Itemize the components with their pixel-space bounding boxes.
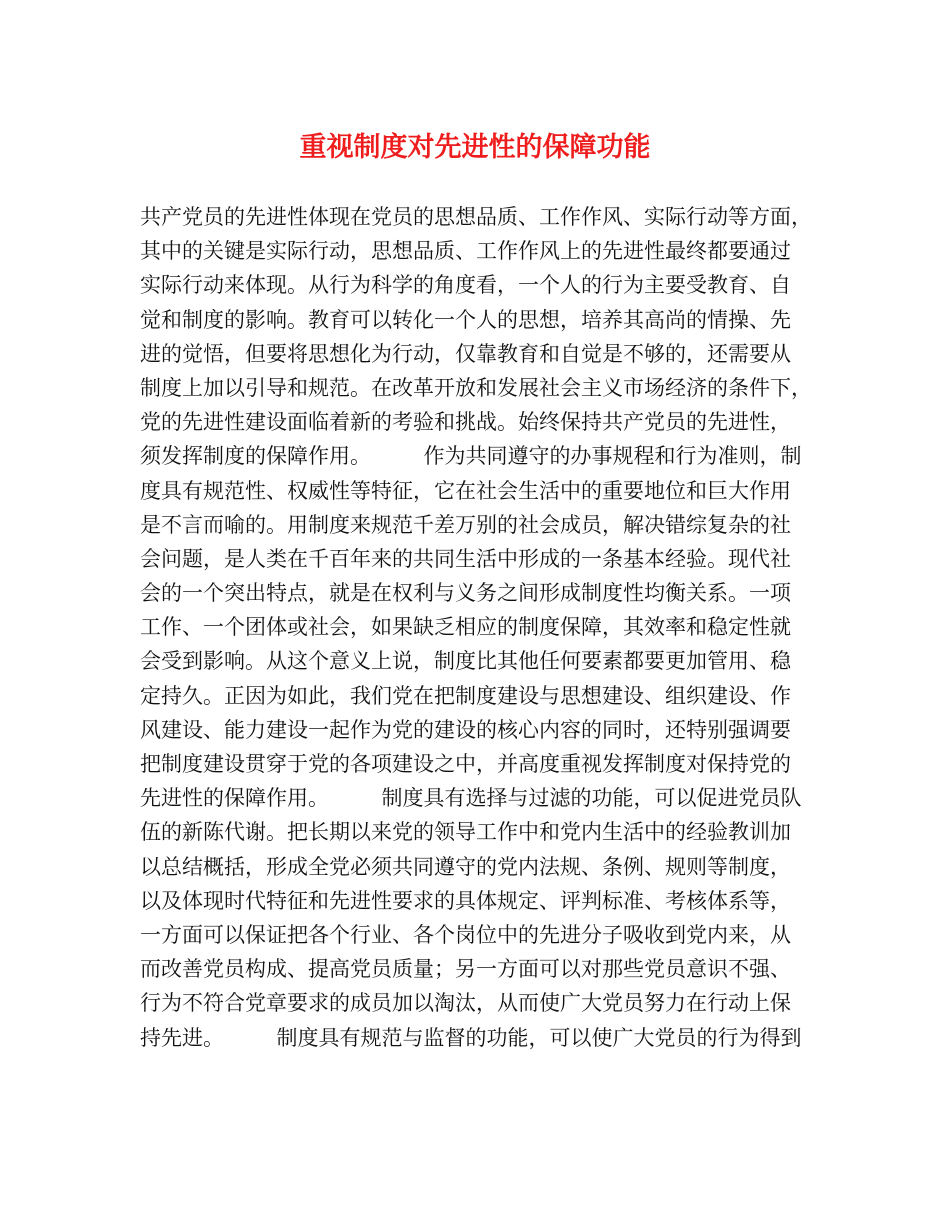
body-text-line: 实际行动来体现。从行为科学的角度看，一个人的行为主要受教育、自 [140, 273, 791, 298]
body-text-line: 行为不符合党章要求的成员加以淘汰，从而使广大党员努力在行动上保 [140, 991, 791, 1016]
body-text-line: 以及体现时代特征和先进性要求的具体规定、评判标准、考核体系等， [140, 888, 791, 913]
body-text-line: 定持久。正因为如此，我们党在把制度建设与思想建设、组织建设、作 [140, 683, 791, 708]
body-text-line: 制度上加以引导和规范。在改革开放和发展社会主义市场经济的条件下， [140, 375, 812, 400]
body-text-line: 须发挥制度的保障作用。 作为共同遵守的办事规程和行为准则，制 [140, 444, 802, 469]
body-text-line: 党的先进性建设面临着新的考验和挑战。始终保持共产党员的先进性， [140, 410, 791, 435]
body-text-line: 伍的新陈代谢。把长期以来党的领导工作中和党内生活中的经验教训加 [140, 820, 791, 845]
body-text-line: 进的觉悟，但要将思想化为行动，仅靠教育和自觉是不够的，还需要从 [140, 341, 791, 366]
body-text-line: 把制度建设贯穿于党的各项建设之中，并高度重视发挥制度对保持党的 [140, 752, 791, 776]
body-text-line: 觉和制度的影响。教育可以转化一个人的思想，培养其高尚的情操、先 [140, 307, 791, 332]
body-text-line: 是不言而喻的。用制度来规范千差万别的社会成员，解决错综复杂的社 [140, 512, 791, 537]
body-text-line: 会问题，是人类在千百年来的共同生活中形成的一条基本经验。现代社 [140, 546, 791, 571]
body-text-line: 持先进。 制度具有规范与监督的功能，可以使广大党员的行为得到 [140, 1025, 802, 1050]
body-text-line: 会的一个突出特点，就是在权利与义务之间形成制度性均衡关系。一项 [140, 581, 791, 606]
document-body [140, 200, 820, 1055]
document-title: 重视制度对先进性的保障功能 [299, 132, 651, 163]
body-text-line: 其中的关键是实际行动，思想品质、工作作风上的先进性最终都要通过 [140, 239, 791, 264]
body-text-line: 以总结概括，形成全党必须共同遵守的党内法规、条例、规则等制度， [140, 854, 791, 879]
body-text-line: 会受到影响。从这个意义上说，制度比其他任何要素都要更加管用、稳 [140, 649, 791, 674]
body-text-line: 共产党员的先进性体现在党员的思想品质、工作作风、实际行动等方面， [140, 205, 812, 229]
body-text-line: 一方面可以保证把各个行业、各个岗位中的先进分子吸收到党内来，从 [140, 922, 791, 947]
body-text-line: 风建设、能力建设一起作为党的建设的核心内容的同时，还特别强调要 [140, 717, 791, 742]
body-text-line: 度具有规范性、权威性等特征，它在社会生活中的重要地位和巨大作用 [140, 478, 791, 503]
body-text-line: 工作、一个团体或社会，如果缺乏相应的制度保障，其效率和稳定性就 [140, 615, 791, 640]
body-text-line: 而改善党员构成、提高党员质量；另一方面可以对那些党员意识不强、 [140, 957, 791, 982]
body-text-line: 先进性的保障作用。 制度具有选择与过滤的功能，可以促进党员队 [140, 786, 802, 811]
